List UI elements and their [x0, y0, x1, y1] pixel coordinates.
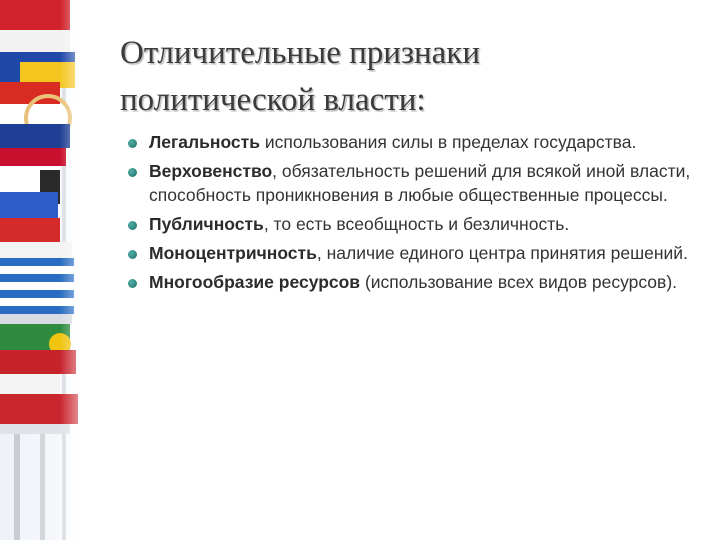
- list-item-text: , наличие единого центра принятия решений.: [316, 243, 688, 263]
- list-item-legality: [128, 130, 703, 154]
- list-item-monocentricity: [128, 241, 703, 265]
- list-item-term: Многообразие ресурсов: [149, 272, 361, 292]
- round-bullet-icon: [128, 221, 137, 230]
- round-bullet-icon: [128, 279, 137, 288]
- list-item-supremacy: [128, 159, 703, 207]
- list-item-publicity: [128, 212, 703, 236]
- list-item-term: Легальность: [149, 132, 260, 152]
- round-bullet-icon: [128, 168, 137, 177]
- list-item-text: использования силы в пределах государства.: [260, 132, 637, 152]
- list-item-resources: [128, 270, 703, 294]
- slide-title-line-1: Отличительные признаки: [120, 35, 480, 71]
- flags-fade-overlay: [60, 0, 100, 540]
- slide-title-line-2: политической власти:: [120, 82, 426, 118]
- round-bullet-icon: [128, 250, 137, 259]
- slide-title: [120, 30, 700, 124]
- list-item-term: Публичность: [149, 214, 264, 234]
- list-item-text: (использование всех видов ресурсов).: [360, 272, 678, 292]
- list-item-term: Верховенство: [149, 161, 273, 181]
- list-item-text: , то есть всеобщность и безличность.: [263, 214, 570, 234]
- list-item-term: Моноцентричность: [149, 243, 317, 263]
- round-bullet-icon: [128, 139, 137, 148]
- list-item-text: , обязательность решений для всякой иной власти, способность проникновения в любые общественные процессы.: [149, 161, 691, 205]
- feature-list: [128, 130, 703, 299]
